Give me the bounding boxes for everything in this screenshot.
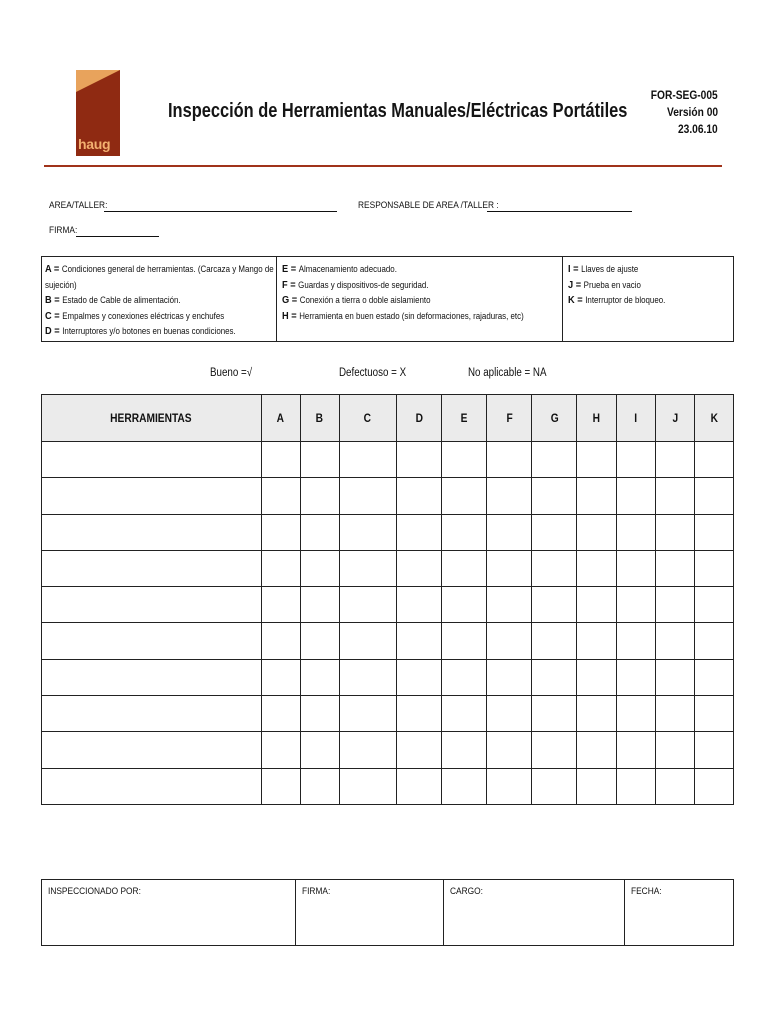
legend-key: C <box>45 309 52 322</box>
check-cell[interactable] <box>617 478 656 514</box>
header-col-f <box>487 395 532 442</box>
legend-key: G <box>282 294 290 306</box>
check-cell[interactable] <box>300 514 339 550</box>
legend-item <box>45 293 274 309</box>
check-cell[interactable] <box>656 587 695 623</box>
check-cell[interactable] <box>617 659 656 695</box>
check-cell[interactable] <box>656 550 695 586</box>
check-cell[interactable] <box>396 442 442 478</box>
check-cell[interactable] <box>396 623 442 659</box>
cargo-cell[interactable] <box>444 880 625 946</box>
check-cell[interactable] <box>261 550 300 586</box>
check-cell[interactable] <box>339 514 396 550</box>
legend-key: B <box>45 294 52 306</box>
responsable-input-line[interactable] <box>487 211 632 212</box>
tool-name-cell[interactable] <box>42 659 262 695</box>
check-cell[interactable] <box>339 478 396 514</box>
check-cell[interactable] <box>261 442 300 478</box>
tool-name-cell[interactable] <box>42 514 262 550</box>
table-row <box>42 659 734 695</box>
legend-text: Prueba en vacio <box>583 279 641 290</box>
check-cell[interactable] <box>577 623 617 659</box>
check-cell[interactable] <box>300 550 339 586</box>
check-cell[interactable] <box>617 550 656 586</box>
check-cell[interactable] <box>694 587 733 623</box>
check-cell[interactable] <box>261 696 300 732</box>
check-cell[interactable] <box>617 768 656 804</box>
legend-item <box>45 309 274 325</box>
legend-separator: = <box>51 309 63 322</box>
check-cell[interactable] <box>339 768 396 804</box>
check-cell[interactable] <box>300 587 339 623</box>
check-cell[interactable] <box>694 732 733 768</box>
check-cell[interactable] <box>261 587 300 623</box>
check-cell[interactable] <box>694 659 733 695</box>
legend-item <box>45 278 274 294</box>
header-label: A <box>277 411 285 425</box>
tool-name-cell[interactable] <box>42 623 262 659</box>
table-row <box>42 587 734 623</box>
header-col-d <box>396 395 442 442</box>
legend-text: Llaves de ajuste <box>581 264 639 274</box>
header-label: H <box>592 411 601 425</box>
check-cell[interactable] <box>487 768 532 804</box>
tool-name-cell[interactable] <box>42 550 262 586</box>
header-label: HERRAMIENTAS <box>110 411 193 425</box>
legend-key: F <box>282 278 288 291</box>
legend-col-3 <box>562 257 734 341</box>
inspeccionado-label: INSPECCIONADO POR: <box>48 886 141 897</box>
legend-separator: = <box>51 294 63 306</box>
check-cell[interactable] <box>617 623 656 659</box>
legend-text: sujeción) <box>45 279 77 290</box>
header-divider <box>44 165 722 167</box>
check-cell[interactable] <box>487 659 532 695</box>
criteria-legend <box>41 256 734 342</box>
check-cell[interactable] <box>396 514 442 550</box>
check-cell[interactable] <box>442 659 487 695</box>
legend-key: E <box>282 263 289 275</box>
legend-key: H <box>282 309 289 322</box>
inspection-table <box>41 394 734 805</box>
check-cell[interactable] <box>617 442 656 478</box>
legend-separator: = <box>570 263 582 275</box>
check-cell[interactable] <box>532 550 577 586</box>
legend-separator: = <box>289 294 300 306</box>
check-cell[interactable] <box>694 696 733 732</box>
fecha-cell[interactable] <box>625 880 734 946</box>
legend-text: Almacenamiento adecuado. <box>298 264 397 274</box>
legend-item <box>282 262 524 278</box>
check-cell[interactable] <box>339 442 396 478</box>
header-label: J <box>672 411 678 425</box>
cargo-label: CARGO: <box>450 886 484 897</box>
check-cell[interactable] <box>694 514 733 550</box>
check-cell[interactable] <box>577 768 617 804</box>
rating-defectuoso: Defectuoso = X <box>339 367 407 379</box>
header-col-e <box>442 395 487 442</box>
check-cell[interactable] <box>300 696 339 732</box>
legend-text: Conexión a tierra o doble aislamiento <box>299 295 431 305</box>
check-cell[interactable] <box>532 623 577 659</box>
check-cell[interactable] <box>442 587 487 623</box>
check-cell[interactable] <box>487 478 532 514</box>
legend-key: J <box>568 278 574 291</box>
check-cell[interactable] <box>577 442 617 478</box>
legend-key: I <box>568 263 571 275</box>
check-cell[interactable] <box>532 732 577 768</box>
check-cell[interactable] <box>656 696 695 732</box>
check-cell[interactable] <box>532 514 577 550</box>
logo-text: haug <box>78 136 111 152</box>
check-cell[interactable] <box>442 768 487 804</box>
header-col-i <box>617 395 656 442</box>
check-cell[interactable] <box>694 550 733 586</box>
check-cell[interactable] <box>487 587 532 623</box>
header-col-k <box>694 395 733 442</box>
legend-text: Interruptores y/o botones en buenas condiciones. <box>62 326 236 336</box>
legend-key: D <box>45 325 52 337</box>
footer-firma-label: FIRMA: <box>301 886 331 897</box>
table-row <box>42 768 734 804</box>
legend-item <box>282 278 524 294</box>
check-cell[interactable] <box>577 478 617 514</box>
check-cell[interactable] <box>577 587 617 623</box>
legend-text: Herramienta en buen estado (sin deformaciones, rajaduras, etc) <box>299 310 524 321</box>
form-date: 23.06.10 <box>678 122 718 136</box>
check-cell[interactable] <box>339 587 396 623</box>
form-title: Inspección de Herramientas Manuales/Eléctricas Portátiles <box>168 100 628 122</box>
check-cell[interactable] <box>694 478 733 514</box>
check-cell[interactable] <box>442 696 487 732</box>
legend-separator: = <box>51 263 62 275</box>
check-cell[interactable] <box>442 514 487 550</box>
check-cell[interactable] <box>300 659 339 695</box>
check-cell[interactable] <box>694 768 733 804</box>
area-label: AREA/TALLER: <box>49 200 108 211</box>
check-cell[interactable] <box>694 623 733 659</box>
form-version: Versión 00 <box>666 105 718 119</box>
check-cell[interactable] <box>577 696 617 732</box>
check-cell[interactable] <box>487 550 532 586</box>
rating-bueno: Bueno =√ <box>210 367 253 379</box>
inspeccionado-cell[interactable] <box>42 880 296 946</box>
check-cell[interactable] <box>694 442 733 478</box>
check-cell[interactable] <box>532 696 577 732</box>
responsable-label: RESPONSABLE DE AREA /TALLER : <box>358 200 499 211</box>
table-row <box>42 623 734 659</box>
check-cell[interactable] <box>261 732 300 768</box>
legend-separator: = <box>51 325 63 337</box>
check-cell[interactable] <box>261 478 300 514</box>
table-row <box>42 514 734 550</box>
legend-key: K <box>568 294 575 306</box>
check-cell[interactable] <box>396 478 442 514</box>
firma-input-line[interactable] <box>76 236 159 237</box>
table-row <box>42 550 734 586</box>
table-row <box>42 732 734 768</box>
check-cell[interactable] <box>339 732 396 768</box>
header-label: C <box>363 411 372 425</box>
header-col-c <box>339 395 396 442</box>
check-cell[interactable] <box>300 623 339 659</box>
check-cell[interactable] <box>300 442 339 478</box>
legend-separator: = <box>287 278 299 291</box>
legend-text: Estado de Cable de alimentación. <box>62 295 181 305</box>
check-cell[interactable] <box>617 732 656 768</box>
check-cell[interactable] <box>261 659 300 695</box>
tool-name-cell[interactable] <box>42 587 262 623</box>
check-cell[interactable] <box>532 442 577 478</box>
check-cell[interactable] <box>442 623 487 659</box>
footer-firma-cell[interactable] <box>295 880 444 946</box>
check-cell[interactable] <box>532 478 577 514</box>
check-cell[interactable] <box>487 696 532 732</box>
header-label: F <box>506 411 513 425</box>
signature-table <box>41 879 734 946</box>
header-col-g <box>532 395 577 442</box>
check-cell[interactable] <box>577 659 617 695</box>
logo-triangle <box>76 70 120 92</box>
table-row <box>42 478 734 514</box>
legend-item <box>568 262 665 278</box>
legend-separator: = <box>288 309 300 322</box>
check-cell[interactable] <box>442 732 487 768</box>
check-cell[interactable] <box>442 478 487 514</box>
legend-separator: = <box>574 294 586 306</box>
check-cell[interactable] <box>396 587 442 623</box>
check-cell[interactable] <box>656 478 695 514</box>
check-cell[interactable] <box>487 442 532 478</box>
header-label: D <box>415 411 423 425</box>
check-cell[interactable] <box>656 732 695 768</box>
legend-text: Guardas y dispositivos-de seguridad. <box>298 279 429 290</box>
check-cell[interactable] <box>577 514 617 550</box>
check-cell[interactable] <box>396 659 442 695</box>
legend-item <box>45 324 274 340</box>
check-cell[interactable] <box>617 696 656 732</box>
header-col-b <box>300 395 339 442</box>
legend-item <box>282 309 524 325</box>
legend-item <box>568 278 665 294</box>
legend-col-2 <box>276 257 563 341</box>
firma-label: FIRMA: <box>49 225 78 236</box>
tool-name-cell[interactable] <box>42 732 262 768</box>
check-cell[interactable] <box>532 659 577 695</box>
table-row <box>42 442 734 478</box>
header-label: I <box>634 411 638 425</box>
check-cell[interactable] <box>300 478 339 514</box>
check-cell[interactable] <box>442 550 487 586</box>
legend-separator: = <box>288 263 299 275</box>
check-cell[interactable] <box>396 696 442 732</box>
check-cell[interactable] <box>656 514 695 550</box>
tool-name-cell[interactable] <box>42 478 262 514</box>
header-label: G <box>550 411 559 425</box>
check-cell[interactable] <box>261 514 300 550</box>
header-label: B <box>315 411 324 425</box>
check-cell[interactable] <box>396 768 442 804</box>
fecha-label: FECHA: <box>631 886 662 897</box>
header-col-j <box>656 395 695 442</box>
tool-name-cell[interactable] <box>42 768 262 804</box>
legend-separator: = <box>573 278 584 291</box>
check-cell[interactable] <box>656 768 695 804</box>
header-label: E <box>460 411 468 425</box>
check-cell[interactable] <box>300 768 339 804</box>
legend-text: Condiciones general de herramientas. (Carcaza y Mango de <box>61 264 274 274</box>
legend-item <box>45 262 274 278</box>
table-header-row <box>42 395 734 442</box>
legend-col-1 <box>42 257 276 341</box>
check-cell[interactable] <box>487 514 532 550</box>
check-cell[interactable] <box>487 623 532 659</box>
check-cell[interactable] <box>617 587 656 623</box>
check-cell[interactable] <box>396 550 442 586</box>
tool-name-cell[interactable] <box>42 696 262 732</box>
check-cell[interactable] <box>300 732 339 768</box>
area-input-line[interactable] <box>104 211 337 212</box>
check-cell[interactable] <box>577 732 617 768</box>
check-cell[interactable] <box>656 623 695 659</box>
legend-item <box>568 293 665 309</box>
check-cell[interactable] <box>656 659 695 695</box>
check-cell[interactable] <box>577 550 617 586</box>
check-cell[interactable] <box>532 587 577 623</box>
check-cell[interactable] <box>487 732 532 768</box>
header-col-a <box>261 395 300 442</box>
rating-no-aplicable: No aplicable = NA <box>468 367 547 379</box>
header-label: K <box>710 411 718 425</box>
check-cell[interactable] <box>261 623 300 659</box>
legend-text: Empalmes y conexiones eléctricas y enchufes <box>62 310 225 321</box>
check-cell[interactable] <box>442 442 487 478</box>
check-cell[interactable] <box>532 768 577 804</box>
check-cell[interactable] <box>339 623 396 659</box>
check-cell[interactable] <box>261 768 300 804</box>
haug-logo <box>76 70 120 156</box>
check-cell[interactable] <box>656 442 695 478</box>
check-cell[interactable] <box>339 550 396 586</box>
check-cell[interactable] <box>339 696 396 732</box>
check-cell[interactable] <box>396 732 442 768</box>
table-row <box>42 696 734 732</box>
tool-name-cell[interactable] <box>42 442 262 478</box>
header-herramientas <box>42 395 262 442</box>
legend-item <box>282 293 524 309</box>
legend-key: A <box>45 263 52 275</box>
check-cell[interactable] <box>617 514 656 550</box>
header-col-h <box>577 395 617 442</box>
form-code: FOR-SEG-005 <box>651 88 718 102</box>
legend-text: Interruptor de bloqueo. <box>585 295 666 305</box>
check-cell[interactable] <box>339 659 396 695</box>
